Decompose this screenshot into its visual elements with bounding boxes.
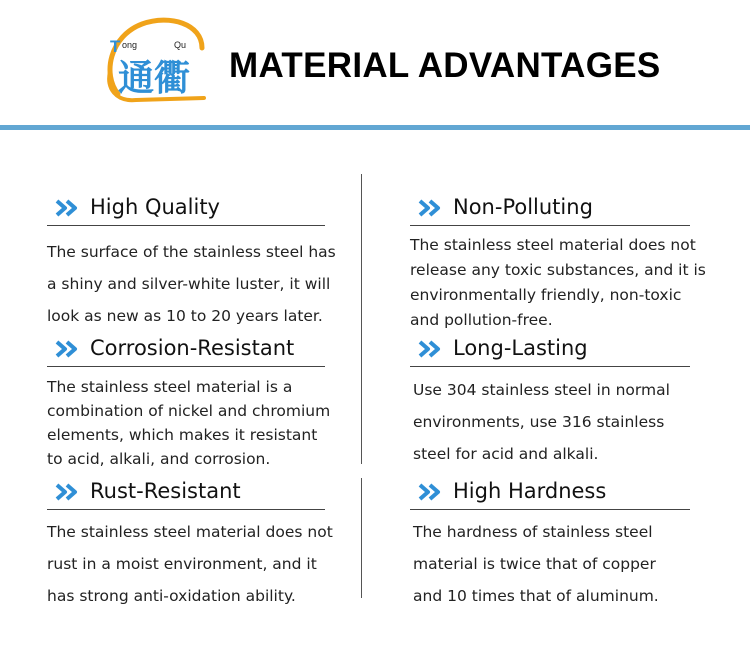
feature-description: The stainless steel material does not release any toxic substances, and it is environmentally friendly, non-toxic and pollution-free. — [410, 236, 706, 329]
page-header — [0, 0, 750, 132]
feature-title: Rust-Resistant — [90, 479, 241, 503]
double-chevron-right-icon — [55, 340, 81, 358]
svg-text:通衢: 通衢 — [118, 58, 191, 99]
feature-title: High Quality — [90, 195, 220, 219]
feature-corrosion-resistant — [47, 336, 330, 471]
double-chevron-right-icon — [418, 199, 444, 217]
feature-title: High Hardness — [453, 479, 607, 503]
feature-underline — [410, 509, 690, 510]
feature-rust-resistant — [47, 479, 333, 612]
page-title: MATERIAL ADVANTAGES — [229, 46, 661, 85]
double-chevron-right-icon — [418, 483, 444, 501]
feature-description: Use 304 stainless steel in normal environments, use 316 stainless steel for acid and alkali. — [413, 381, 670, 463]
double-chevron-right-icon — [418, 340, 444, 358]
feature-description: The stainless steel material is a combination of nickel and chromium elements, which makes it resistant to acid, alkali, and corrosion. — [47, 378, 331, 468]
double-chevron-right-icon — [55, 483, 81, 501]
column-divider — [361, 174, 362, 464]
feature-underline — [47, 366, 325, 367]
header-divider — [0, 125, 750, 130]
feature-non-polluting — [410, 195, 706, 333]
feature-underline — [410, 225, 690, 226]
feature-underline — [410, 366, 690, 367]
feature-description: The surface of the stainless steel has a shiny and silver-white luster, it will look as new as 10 to 20 years later. — [47, 243, 336, 325]
svg-text:ong: ong — [122, 40, 138, 50]
feature-title: Long-Lasting — [453, 336, 588, 360]
double-chevron-right-icon — [55, 199, 81, 217]
tongqu-logo — [96, 14, 216, 114]
feature-long-lasting — [410, 336, 670, 470]
feature-underline — [47, 509, 325, 510]
svg-text:Qu: Qu — [174, 40, 187, 50]
column-divider — [361, 478, 362, 598]
feature-high-hardness — [410, 479, 659, 612]
feature-description: The hardness of stainless steel material is twice that of copper and 10 times that of aluminum. — [413, 523, 659, 605]
feature-description: The stainless steel material does not rust in a moist environment, and it has strong anti-oxidation ability. — [47, 523, 333, 605]
feature-high-quality — [47, 195, 336, 332]
svg-text:T: T — [110, 37, 121, 56]
feature-title: Corrosion-Resistant — [90, 336, 295, 360]
feature-underline — [47, 225, 325, 226]
feature-title: Non-Polluting — [453, 195, 593, 219]
